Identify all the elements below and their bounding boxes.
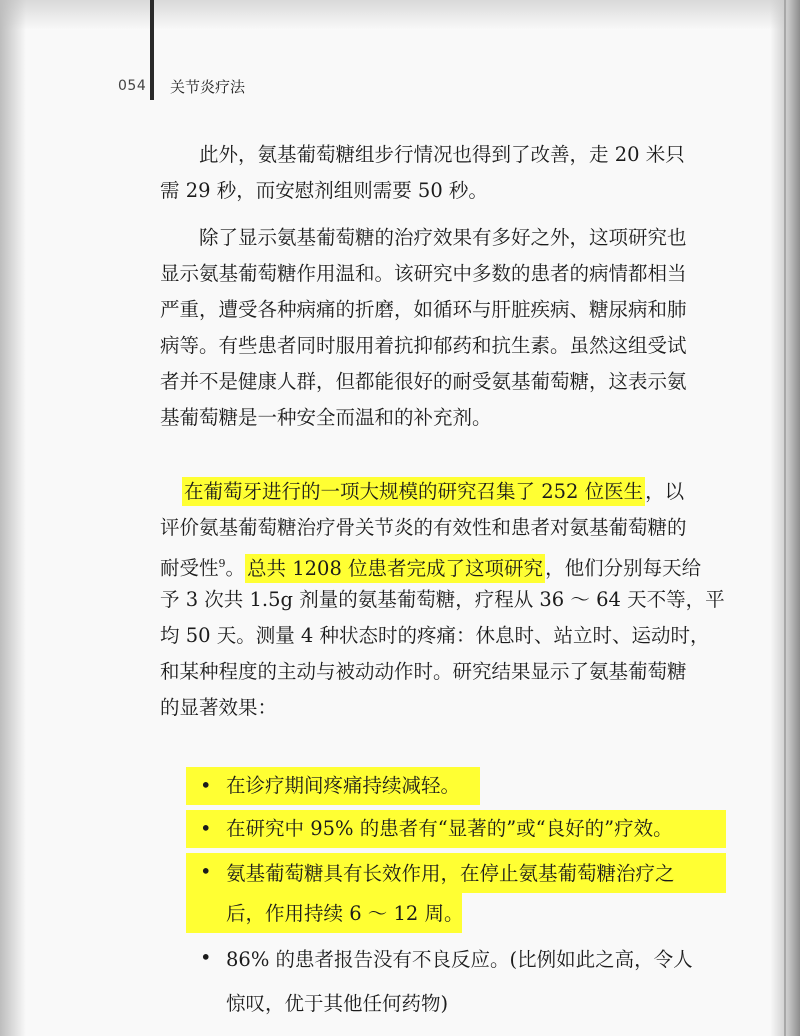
- text-span: 。: [225, 556, 246, 580]
- text-span: 耐受性: [160, 556, 219, 580]
- list-item: [200, 854, 745, 940]
- bullet-marker: •: [200, 774, 212, 797]
- list-item-text: 在诊疗期间疼痛持续减轻。: [226, 774, 461, 797]
- list-item-text: 惊叹，优于其他任何药物): [226, 992, 449, 1015]
- text-line: 评价氨基葡萄糖治疗骨关节炎的有效性和患者对氨基葡萄糖的: [160, 516, 687, 539]
- page-top-shadow: [0, 0, 800, 30]
- list-item-text: 在研究中 95% 的患者有“显著的”或“良好的”疗效。: [226, 817, 673, 840]
- footnote-ref: 9: [218, 557, 226, 570]
- text-line: 严重，遭受各种病痛的折磨，如循环与肝脏疾病、糖尿病和肺: [160, 298, 687, 321]
- bullet-marker: •: [200, 946, 212, 969]
- bullet-marker: •: [200, 817, 212, 840]
- text-line: 予 3 次共 1.5g 剂量的氨基葡萄糖，疗程从 36 ～ 64 天不等，平: [160, 588, 725, 611]
- paragraph-3: [160, 474, 735, 726]
- header-bar: [150, 0, 154, 100]
- bullet-list: [200, 768, 745, 1024]
- text-line: [160, 546, 735, 582]
- list-item: [200, 768, 745, 811]
- text-line: 此外，氨基葡萄糖组步行情况也得到了改善，走 20 米只: [199, 143, 685, 166]
- list-item-text: 后，作用持续 6 ～ 12 周。: [226, 902, 464, 925]
- page-edge-line: [784, 0, 786, 1036]
- list-item: [200, 940, 745, 1024]
- page-left-shadow: [0, 0, 26, 1036]
- paragraph-1: [160, 137, 735, 209]
- list-item: [200, 811, 745, 854]
- highlighted-text: 在葡萄牙进行的一项大规模的研究召集了 252 位医生: [182, 477, 645, 506]
- text-line: 和某种程度的主动与被动动作时。研究结果显示了氨基葡萄糖: [160, 660, 687, 683]
- text-line: 均 50 天。测量 4 种状态时的疼痛：休息时、站立时、运动时，: [160, 624, 710, 647]
- text-line: 病等。有些患者同时服用着抗抑郁药和抗生素。虽然这组受试: [160, 334, 687, 357]
- bullet-marker: •: [200, 860, 212, 883]
- text-span: ，他们分别每天给: [545, 556, 702, 580]
- text-line: 需 29 秒，而安慰剂组则需要 50 秒。: [160, 179, 488, 202]
- text-line: 的显著效果：: [160, 696, 278, 719]
- text-line: 者并不是健康人群，但都能很好的耐受氨基葡萄糖，这表示氨: [160, 370, 687, 393]
- text-line: 除了显示氨基葡萄糖的治疗效果有多好之外，这项研究也: [199, 226, 687, 249]
- list-item-text: 86% 的患者报告没有不良反应。(比例如此之高，令人: [226, 948, 693, 971]
- text-line: [160, 474, 735, 510]
- paragraph-2: [160, 220, 735, 436]
- text-line: 基葡萄糖是一种安全而温和的补充剂。: [160, 406, 492, 429]
- highlighted-text: 总共 1208 位患者完成了这项研究: [245, 554, 545, 583]
- text-line: 显示氨基葡萄糖作用温和。该研究中多数的患者的病情都相当: [160, 262, 687, 285]
- page-number: 054: [118, 78, 147, 94]
- chapter-title: 关节炎疗法: [170, 78, 246, 96]
- text-span: ，以: [645, 480, 685, 503]
- list-item-text: 氨基葡萄糖具有长效作用，在停止氨基葡萄糖治疗之: [226, 862, 675, 885]
